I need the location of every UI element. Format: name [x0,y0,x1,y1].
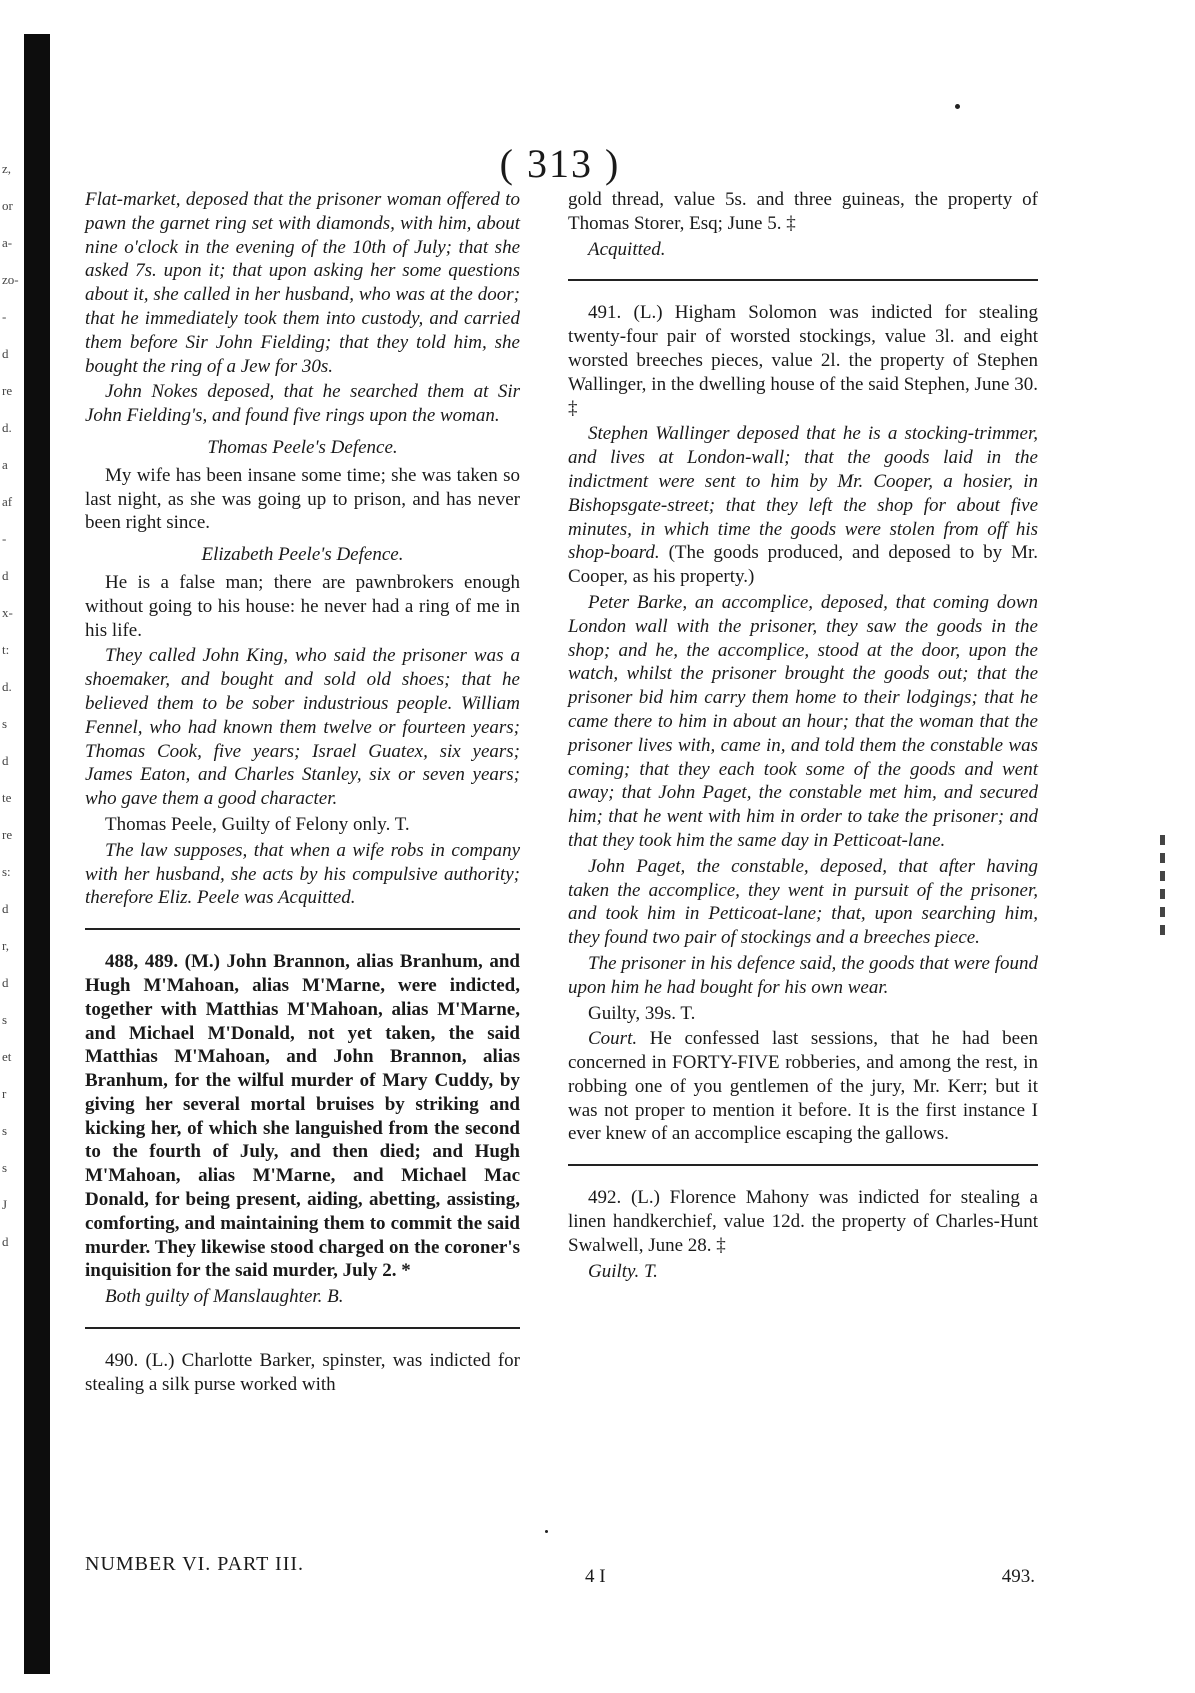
margin-fragment: - [2,531,7,546]
margin-fragment: r, [2,938,10,953]
right-column [568,188,1038,1285]
margin-fragment: d. [2,679,12,694]
margin-fragment: s: [2,864,11,879]
legal-note-paragraph: The law supposes, that when a wife robs in company with her husband, she acts by his compulsive authority; therefore Eliz. Peele was Acquitted. [85,839,520,909]
verdict-line: Acquitted. [588,238,666,260]
signature-mark: 4 I [585,1566,606,1587]
case-paragraph: 490. (L.) Charlotte Barker, spinster, was indicted for stealing a silk purse worked with [85,1350,520,1395]
margin-fragment: a- [2,235,13,250]
margin-fragment: zo- [2,272,19,287]
margin-fragments [2,150,22,1260]
ink-speck [545,1530,548,1533]
character-witnesses-paragraph: They called John King, who said the prisoner was a shoemaker, and bought and sold old shoes; that he believed them to be sober industrious people. William Fennel, who had known them twelve or fourteen years; Thomas Cook, five years; Israel Guatex, six years; James Eaton, and Charles Stanley, six or seven years; who gave them a good character. [85,645,520,810]
deposition-text: Stephen Wallinger deposed that he is a stocking-trimmer, and lives at London-wall; that the goods laid in the indictment were sent to him by Mr. Cooper, a hosier, in Bishopsgate-street; that they left the shop for about five minutes, in which time the goods were stolen from off his shop-board. [568,423,1038,564]
ink-speck [955,104,960,109]
margin-fragment: re [2,383,13,398]
deposition-paragraph [568,422,1038,589]
bleed-mark [1160,835,1165,845]
margin-fragment: d [2,346,9,361]
page-number: ( 313 ) [499,141,621,186]
scan-binding-edge [24,34,50,1674]
signature-footer: NUMBER VI. PART III. [85,1553,305,1575]
court-remark-paragraph [568,1027,1038,1146]
defence-paragraph: My wife has been insane some time; she was taken so last night, as she was going up to prison, and has never been right since. [85,464,520,534]
margin-fragment: x- [2,605,13,620]
bleed-mark [1160,853,1165,863]
section-rule [568,279,1038,281]
section-heading: Elizabeth Peele's Defence. [201,544,404,566]
margin-fragment: re [2,827,13,842]
margin-fragment: r [2,1086,7,1101]
bleed-mark [1160,871,1165,881]
bleed-through-marks [1160,835,1172,943]
section-rule [568,1164,1038,1166]
margin-fragment: d [2,753,9,768]
margin-fragment: af [2,494,13,509]
bleed-mark [1160,907,1165,917]
catchword: 493. [1001,1566,1035,1587]
margin-fragment: z, [2,161,12,176]
section-heading: Thomas Peele's Defence. [207,436,398,458]
deposition-paragraph: John Nokes deposed, that he searched them at Sir John Fielding's, and found five rings upon the woman. [85,381,520,427]
defence-paragraph: He is a false man; there are pawnbrokers enough without going to his house: he never had a ring of me in his life. [85,571,520,641]
section-rule [85,928,520,930]
margin-fragment: d [2,1234,9,1249]
margin-fragment: d [2,568,9,583]
court-label: Court. [588,1028,638,1050]
deposition-paragraph: Flat-market, deposed that the prisoner woman offered to pawn the garnet ring set with diamonds, with him, about nine o'clock in the evening of the 10th of July; that she asked 7s. upon it; that upon asking her some questions about it, she called in her husband, who was at the door; that he immediately took them into custody, and carried them before Sir John Fielding; that they told him, she bought the ring of a Jew for 30s. [85,189,520,377]
margin-fragment: a [2,457,8,472]
bleed-mark [1160,925,1165,935]
bleed-mark [1160,889,1165,899]
right-footer [585,1566,1035,1588]
margin-fragment: d [2,901,9,916]
margin-fragment: t: [2,642,10,657]
margin-fragment: or [2,198,13,213]
verdict-line: Guilty, 39s. T. [588,1002,696,1024]
margin-fragment: J [2,1197,8,1212]
margin-fragment: s [2,1123,8,1138]
margin-fragment: te [2,790,12,805]
case-paragraph: 491. (L.) Higham Solomon was indicted for stealing twenty-four pair of worsted stockings, value 3l. and eight worsted breeches pieces, value 2l. the property of Stephen Wallinger, in the dwelling house of the said Stephen, June 30. ‡ [568,302,1038,419]
margin-fragment: et [2,1049,12,1064]
case-paragraph: 492. (L.) Florence Mahony was indicted for stealing a linen handkerchief, value 12d. the property of Charles-Hunt Swalwell, June 28. ‡ [568,1187,1038,1256]
case-paragraph: 488, 489. (M.) John Brannon, alias Branhum, and Hugh M'Mahoan, alias M'Marne, were indicted, together with Matthias M'Mahoan, alias M'Marne, and Michael M'Donald, not yet taken, the said Matthias M'Mahoan, and John Brannon, alias Branhum, for the wilful murder of Mary Cuddy, by giving her several mortal bruises by striking and kicking her, of which she languished from the second to the fourth of July, and then died; and Hugh M'Mahoan, alias M'Marne, and Michael Mac Donald, for being present, aiding, abetting, assisting, comforting, and maintaining them to commit the said murder. They likewise stood charged on the coroner's inquisition for the said murder, July 2. * [85,951,520,1282]
case-continuation-paragraph: gold thread, value 5s. and three guineas, the property of Thomas Storer, Esq; June 5. ‡ [568,189,1038,234]
court-remark-text: He confessed last sessions, that he had been concerned in FORTY-FIVE robberies, and among the rest, in robbing one of you gentlemen of the jury, Mr. Kerr; but it was not proper to mention it before. It is the first instance I ever knew of an accomplice escaping the gallows. [568,1028,1039,1145]
margin-fragment: s [2,716,8,731]
margin-fragment: s [2,1160,8,1175]
deposition-paragraph: Peter Barke, an accomplice, deposed, that coming down London wall with the prisoner, they saw the goods in the shop; and he, the accomplice, stood at the door, upon the watch, whilst the prisoner brought the goods out; that the prisoner bid him carry them home to their lodgings; that he came there to him in about an hour; that the woman that the prisoner lives with, came in, and told them the constable was coming; that they each took some of the goods and went away; that John Paget, the constable met him, and secured him; that he went with him in order to take the prisoner; and that they took him the same day in Petticoat-lane. [568,591,1038,851]
verdict-line: Guilty. T. [588,1260,658,1282]
verdict-line: Thomas Peele, Guilty of Felony only. T. [105,813,410,835]
margin-fragment: d. [2,420,12,435]
deposition-paragraph: John Paget, the constable, deposed, that after having taken the accomplice, they went in pursuit of the prisoner, and took him in Petticoat-lane; that, upon searching him, they found two pair of stockings and a breeches piece. [568,855,1038,949]
verdict-line: Both guilty of Manslaughter. B. [105,1286,344,1308]
margin-fragment: s [2,1012,8,1027]
section-rule [85,1327,520,1329]
margin-fragment: d [2,975,9,990]
left-column [85,188,520,1399]
deposition-note: (The goods produced, and deposed to by Mr. Cooper, as his property.) [568,542,1038,588]
margin-fragment: - [2,309,7,324]
defence-paragraph: The prisoner in his defence said, the goods that were found upon him he had bought for his own wear. [568,952,1038,998]
